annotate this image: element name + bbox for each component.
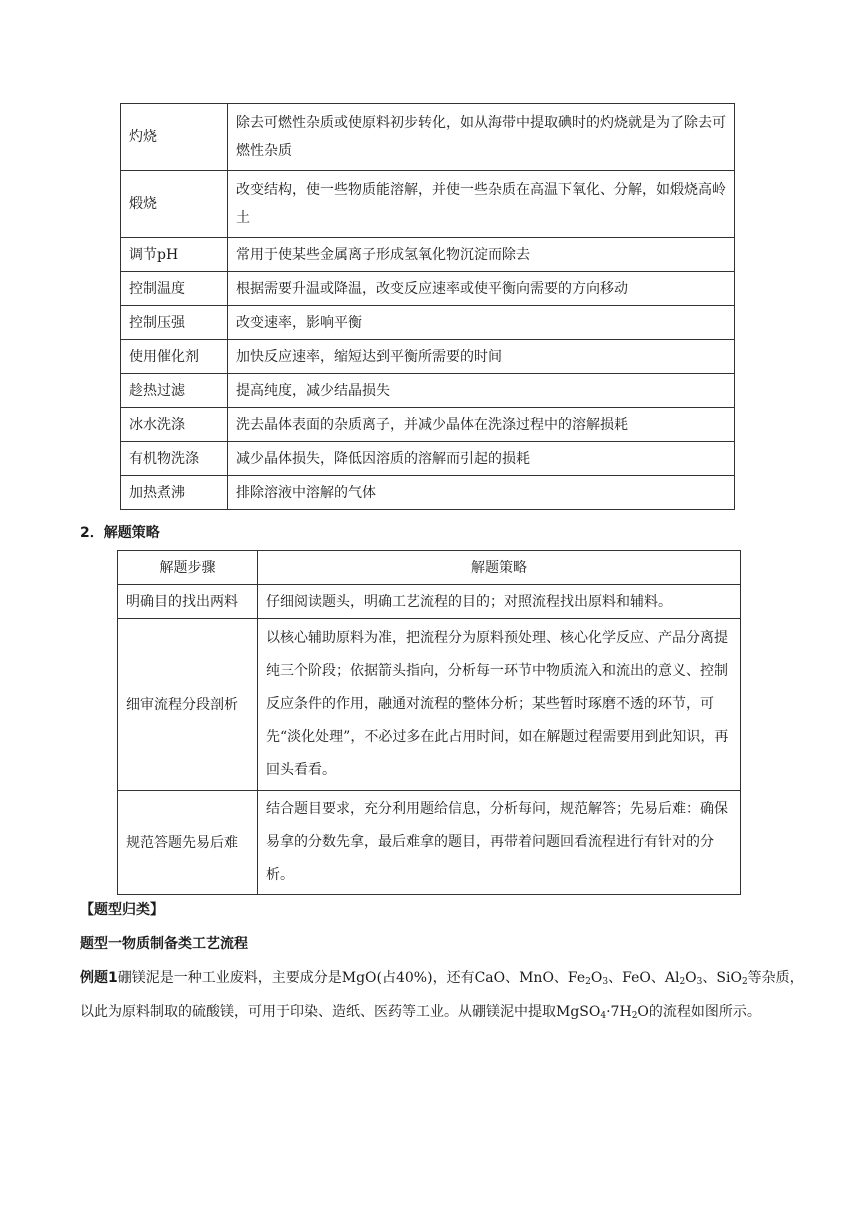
operation-name: 使用催化剂 — [121, 340, 228, 374]
example-paragraph-line-2 — [80, 1000, 800, 1024]
subscript: 2 — [679, 977, 686, 987]
subscript: 2 — [631, 1011, 638, 1021]
operation-purpose-table — [120, 103, 735, 510]
table-row — [121, 272, 735, 306]
example-text: O的流程如图所示。 — [637, 1004, 761, 1020]
type-heading: 题型一物质制备类工艺流程 — [80, 936, 248, 952]
subscript: 4 — [600, 1011, 607, 1021]
example-text: 等杂质， — [747, 970, 804, 986]
operation-name: 灼烧 — [121, 104, 228, 171]
step-strategy: 仔细阅读题头，明确工艺流程的目的；对照流程找出原料和辅料。 — [258, 585, 741, 619]
operation-purpose: 加快反应速率，缩短达到平衡所需要的时间 — [228, 340, 735, 374]
operation-purpose: 改变结构，使一些物质能溶解，并使一些杂质在高温下氧化、分解，如煅烧高岭土 — [228, 171, 735, 238]
subscript: 2 — [585, 977, 591, 987]
table-row — [121, 171, 735, 238]
example-label: 例题1 — [80, 970, 118, 986]
example-text: O — [685, 970, 697, 986]
table-row — [121, 104, 735, 171]
example-text: 以此为原料制取的硫酸镁，可用于印染、造纸、医药等工业。从硼镁泥中提取MgSO — [80, 1004, 601, 1020]
table-header-row — [118, 551, 741, 585]
table-row — [121, 374, 735, 408]
example-text: 、FeO、Al — [608, 970, 680, 986]
table-row — [118, 619, 741, 791]
table-row — [121, 306, 735, 340]
column-header: 解题步骤 — [118, 551, 258, 585]
operation-name: 控制压强 — [121, 306, 228, 340]
operation-name: 冰水洗涤 — [121, 408, 228, 442]
example-text: 硼镁泥是一种工业废料，主要成分是MgO(占40%)，还有CaO、MnO、Fe — [117, 970, 586, 986]
table-row — [121, 340, 735, 374]
operation-purpose: 除去可燃性杂质或使原料初步转化，如从海带中提取碘时的灼烧就是为了除去可燃性杂质 — [228, 104, 735, 171]
example-text: ·7H — [606, 1004, 632, 1020]
subscript: 3 — [696, 977, 703, 987]
step-name: 明确目的找出两料 — [118, 585, 258, 619]
operation-name: 趁热过滤 — [121, 374, 228, 408]
operation-name: 控制温度 — [121, 272, 228, 306]
table-row — [121, 408, 735, 442]
table-row — [121, 442, 735, 476]
table-row — [121, 476, 735, 510]
operation-purpose: 洗去晶体表面的杂质离子，并减少晶体在洗涤过程中的溶解损耗 — [228, 408, 735, 442]
table-row — [118, 585, 741, 619]
operation-purpose: 常用于使某些金属离子形成氢氧化物沉淀而除去 — [228, 238, 735, 272]
operation-name: 煅烧 — [121, 171, 228, 238]
operation-name: 有机物洗涤 — [121, 442, 228, 476]
operation-name: 加热煮沸 — [121, 476, 228, 510]
operation-purpose: 改变速率，影响平衡 — [228, 306, 735, 340]
strategy-table — [117, 550, 741, 895]
example-text: 、SiO — [702, 970, 742, 986]
table-row — [118, 791, 741, 895]
step-strategy: 结合题目要求，充分利用题给信息，分析每问，规范解答；先易后难：确保易拿的分数先拿，最后难拿的题目，再带着问题回看流程进行有针对的分析。 — [258, 791, 741, 895]
operation-purpose: 提高纯度，减少结晶损失 — [228, 374, 735, 408]
column-header: 解题策略 — [258, 551, 741, 585]
section-heading: 2．解题策略 — [80, 525, 160, 541]
example-text: O — [590, 970, 603, 986]
section-heading: 【题型归类】 — [80, 902, 164, 918]
operation-purpose: 减少晶体损失，降低因溶质的溶解而引起的损耗 — [228, 442, 735, 476]
subscript: 3 — [602, 977, 609, 987]
operation-purpose: 排除溶液中溶解的气体 — [228, 476, 735, 510]
step-name: 细审流程分段剖析 — [118, 619, 258, 791]
subscript: 2 — [741, 977, 748, 987]
example-paragraph-line-1 — [80, 966, 804, 990]
operation-purpose: 根据需要升温或降温，改变反应速率或使平衡向需要的方向移动 — [228, 272, 735, 306]
step-strategy: 以核心辅助原料为准，把流程分为原料预处理、核心化学反应、产品分离提纯三个阶段；依据箭头指向，分析每一环节中物质流入和流出的意义、控制反应条件的作用，融通对流程的整体分析；某些暂时琢磨不透的环节，可先“淡化处理”，不必过多在此占用时间，如在解题过程需要用到此知识，再回头看看。 — [258, 619, 741, 791]
table-row — [121, 238, 735, 272]
operation-name: 调节pH — [121, 238, 228, 272]
step-name: 规范答题先易后难 — [118, 791, 258, 895]
